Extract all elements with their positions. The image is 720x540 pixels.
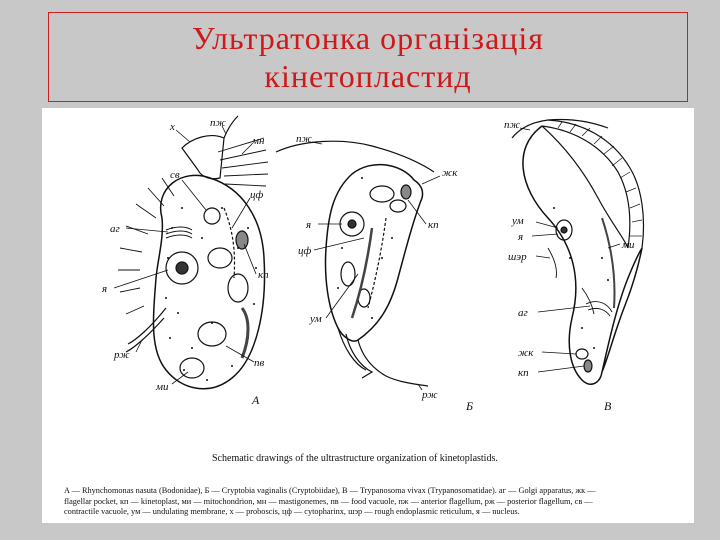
label-v-nucleus: я	[518, 231, 524, 243]
panel-v-drawing	[512, 119, 644, 384]
label-v-flagellar-pocket: жк	[518, 347, 534, 359]
figure-panel	[42, 108, 694, 523]
slide-title-line-2: кінетопластид	[264, 58, 472, 94]
label-a-mastigonemes: мн	[252, 135, 265, 147]
label-a-golgi: аг	[110, 223, 120, 235]
panel-a-drawing	[118, 116, 268, 389]
label-a-proboscis: х	[170, 121, 175, 133]
kinetoplastid-drawings	[42, 108, 694, 448]
figure-legend	[64, 486, 688, 518]
slide-title-box	[48, 12, 688, 102]
label-a-cytopharinx: цф	[250, 189, 264, 201]
panel-b-labels	[296, 133, 473, 413]
label-b-cytopharinx: цф	[298, 245, 312, 257]
label-v-anterior-flagellum: пж	[504, 119, 520, 131]
label-v-golgi: аг	[518, 307, 528, 319]
legend-line-2: flagellar pocket, кп — kinetoplast, ми — mitochondrion, мн — mastigonemes, пв — food vacuole, пж — anterior flagellum, рж — posterior flagellum, св —	[64, 496, 593, 506]
panel-v-letter: В	[604, 399, 612, 413]
label-v-rough-er: шэр	[508, 251, 527, 263]
panel-b-drawing	[276, 141, 434, 386]
label-a-kinetoplast: кп	[258, 269, 269, 281]
label-a-contractile-vacuole: св	[170, 169, 180, 181]
label-b-kinetoplast: кп	[428, 219, 439, 231]
label-b-anterior-flagellum: пж	[296, 133, 312, 145]
legend-line-1: A — Rhynchomonas nasuta (Bodonidae), Б — Cryptobia vaginalis (Cryptobiidae), B — Trypanosoma vivax (Trypanosomatidae). аг — Golgi apparatus, жк —	[64, 486, 596, 495]
label-b-nucleus: я	[306, 219, 312, 231]
label-b-posterior-flagellum: рж	[422, 389, 438, 401]
figure-caption-title: Schematic drawings of the ultrastructure organization of kinetoplastids.	[212, 453, 498, 464]
label-v-mitochondrion: ми	[622, 239, 635, 251]
label-v-undulating-membrane: ум	[512, 215, 524, 227]
label-a-anterior-flagellum: пж	[210, 117, 226, 129]
label-v-kinetoplast: кп	[518, 367, 529, 379]
label-b-undulating-membrane: ум	[310, 313, 322, 325]
panel-b-letter: Б	[466, 399, 474, 413]
label-a-posterior-flagellum: рж	[114, 349, 130, 361]
panel-a-letter: А	[252, 393, 260, 407]
legend-line-3: contractile vacuole, ум — undulating membrane, х — proboscis, цф — cytopharinx, шэр — rough endoplasmic reticulum, я — nucleus.	[64, 507, 520, 517]
label-a-nucleus: я	[102, 283, 108, 295]
label-a-mitochondrion: ми	[156, 381, 169, 393]
label-b-flagellar-pocket: жк	[442, 167, 458, 179]
label-a-food-vacuole: пв	[254, 357, 265, 369]
slide-title-line-1: Ультратонка організація	[191, 20, 544, 56]
